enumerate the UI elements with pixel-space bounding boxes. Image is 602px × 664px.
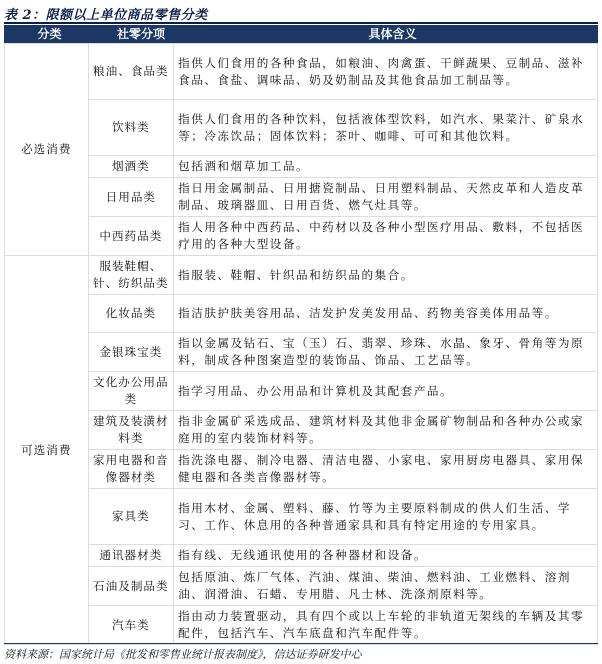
subitem-cell: 家具类 — [88, 489, 174, 545]
table-row — [5, 256, 598, 295]
subitem-cell: 家用电器和音像器材类 — [88, 450, 174, 489]
table-row — [5, 156, 598, 178]
subitem-cell: 饮料类 — [88, 100, 174, 156]
table-row — [5, 450, 598, 489]
table-header — [4, 25, 598, 43]
description-cell: 指供人们食用的各种饮料，包括液体型饮料，如汽水、果菜汁、矿泉水等；冷冻饮品；固体饮料；茶叶、咖啡、可可和其他饮料。 — [174, 100, 598, 156]
table-row — [5, 545, 598, 567]
description-cell: 指人用各种中西药品、中药材以及各种小型医疗用品、敷料，不包括医疗用的各种大型设备。 — [174, 217, 598, 256]
category-cell: 可选消费 — [5, 256, 89, 645]
subitem-cell: 文化办公用品类 — [88, 372, 174, 411]
category-cell: 必选消费 — [5, 44, 89, 256]
table-row — [5, 178, 598, 217]
subitem-cell: 中西药品类 — [88, 217, 174, 256]
header-subitem: 社零分项 — [116, 27, 165, 41]
subitem-cell: 粮油、食品类 — [88, 44, 174, 100]
table-row — [5, 489, 598, 545]
table-row — [5, 100, 598, 156]
description-cell: 指供人们食用的各种食品，如粮油、肉禽蛋、干鲜蔬果、豆制品、滋补食品、食盐、调味品、奶及奶制品及其他食品加工制品等。 — [174, 44, 598, 100]
subitem-cell: 日用品类 — [88, 178, 174, 217]
description-cell: 指服装、鞋帽、针织品和纺织品的集合。 — [174, 256, 598, 295]
retail-classification-table — [4, 43, 598, 645]
table-row — [5, 295, 598, 333]
description-cell: 包括原油、炼厂气体、汽油、煤油、柴油、燃料油、工业燃料、溶剂油、润滑油、石蜡、专用腊、凡士林、洗涤剂原料等。 — [174, 567, 598, 606]
description-cell: 指洁肤护肤美容用品、洁发护发美发用品、药物美容美体用品等。 — [174, 295, 598, 333]
subitem-cell: 汽车类 — [88, 606, 174, 645]
table-row — [5, 372, 598, 411]
title-divider — [4, 22, 598, 24]
subitem-cell: 服装鞋帽、针、纺织品类 — [88, 256, 174, 295]
table-row — [5, 606, 598, 645]
table-row — [5, 217, 598, 256]
subitem-cell: 建筑及装潢材料类 — [88, 411, 174, 450]
description-cell: 指非金属矿采选成品、建筑材料及其他非金属矿物制品和各种办公或家庭用的室内装饰材料等。 — [174, 411, 598, 450]
table-row — [5, 44, 598, 100]
subitem-cell: 石油及制品类 — [88, 567, 174, 606]
table-row — [5, 333, 598, 372]
description-cell: 指日用金属制品、日用搪瓷制品、日用塑料制品、天然皮革和人造皮革制品、玻璃器皿、日用百货、燃气灶具等。 — [174, 178, 598, 217]
header-meaning: 具体含义 — [368, 27, 417, 41]
table-row — [5, 567, 598, 606]
subitem-cell: 通讯器材类 — [88, 545, 174, 567]
description-cell: 包括酒和烟草加工品。 — [174, 156, 598, 178]
description-cell: 指由动力装置驱动，具有四个或以上车轮的非轨道无架线的车辆及其零配件，包括汽车、汽车底盘和汽车配件等。 — [174, 606, 598, 645]
footer-divider — [4, 643, 598, 644]
header-category: 分类 — [37, 27, 62, 41]
subitem-cell: 烟酒类 — [88, 156, 174, 178]
subitem-cell: 金银珠宝类 — [88, 333, 174, 372]
description-cell: 指有线、无线通讯使用的各种器材和设备。 — [174, 545, 598, 567]
table-row — [5, 411, 598, 450]
description-cell: 指洗涤电器、制冷电器、清洁电器、小家电、家用厨房电器具、家用保健电器和各类音像器材等。 — [174, 450, 598, 489]
subitem-cell: 化妆品类 — [88, 295, 174, 333]
table-title: 表 2：限额以上单位商品零售分类 — [4, 8, 208, 23]
description-cell: 指学习用品、办公用品和计算机及其配套产品。 — [174, 372, 598, 411]
source-note: 资料来源：国家统计局《批发和零售业统计报表制度》，信达证券研发中心 — [4, 648, 362, 661]
description-cell: 指以金属及钻石、宝（玉）石、翡翠、珍珠、水晶、象牙、骨角等为原料，制成各种图案造型的装饰品、饰品、工艺品等。 — [174, 333, 598, 372]
description-cell: 指用木材、金属、塑料、藤、竹等为主要原料制成的供人们生活、学习、工作、休息用的各种普通家具和具有特定用途的专用家具。 — [174, 489, 598, 545]
